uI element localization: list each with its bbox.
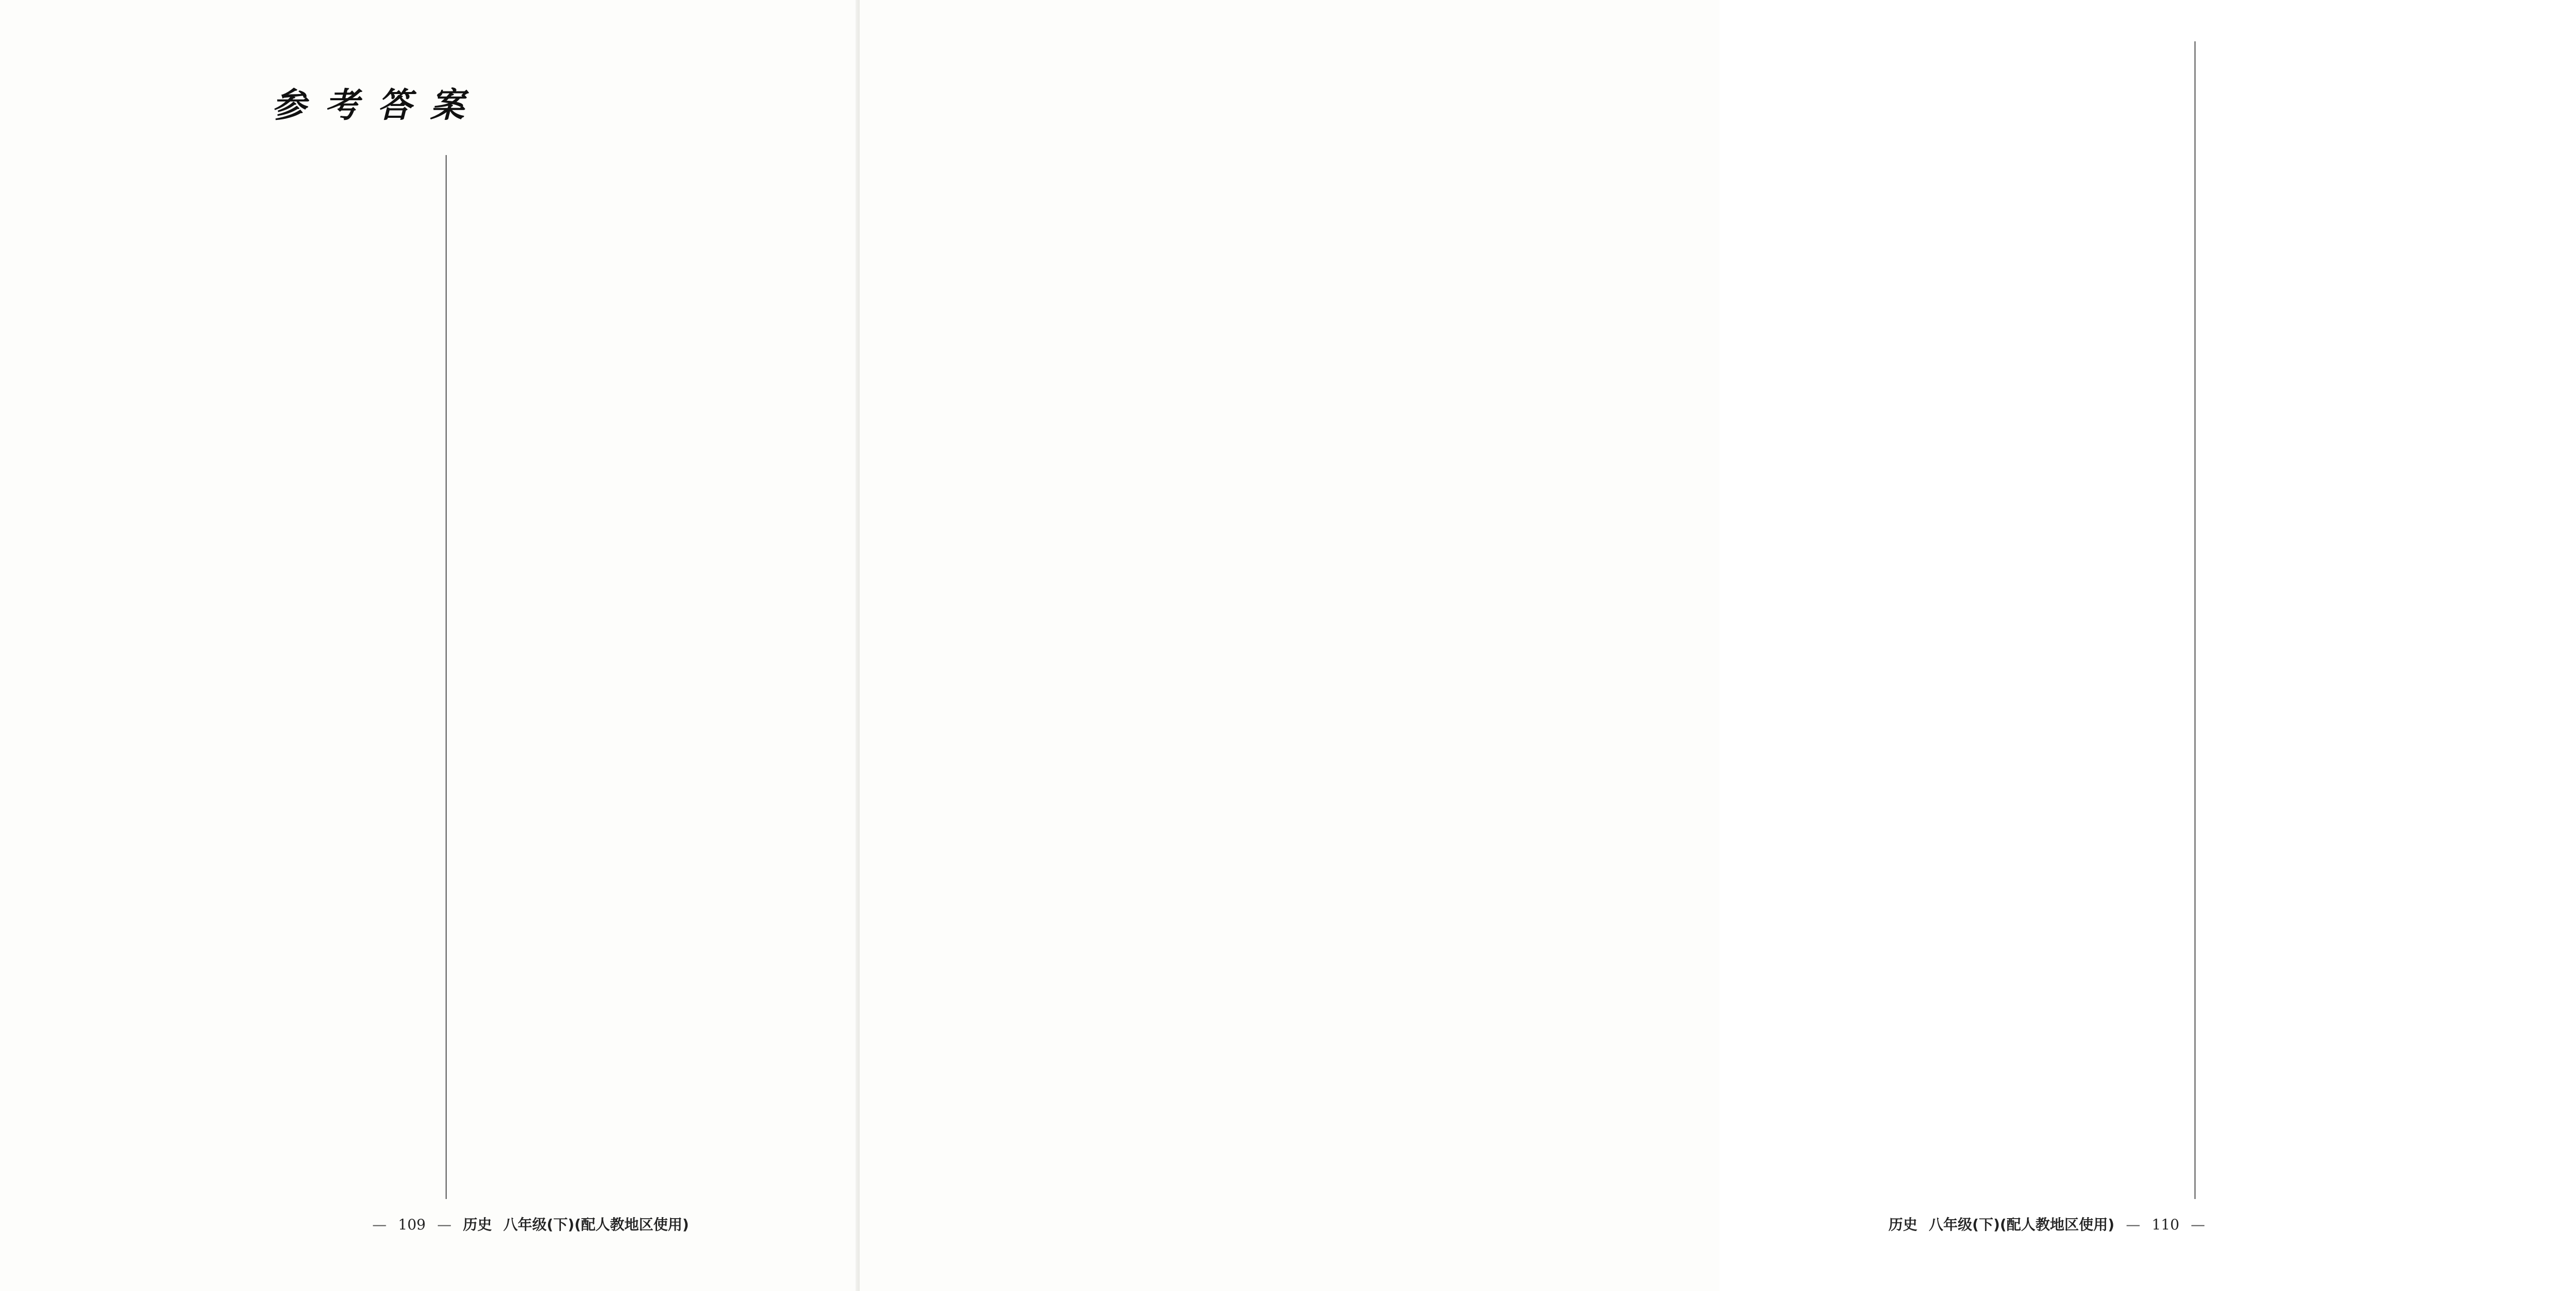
footer-dash: —	[437, 1216, 452, 1233]
left-page-footer	[372, 1212, 689, 1238]
footer-dash: —	[2190, 1216, 2205, 1233]
page-title: 参考答案	[272, 85, 483, 125]
right-page-footer	[1888, 1212, 2205, 1238]
footer-dash: —	[372, 1216, 387, 1233]
right-page-column-1	[1813, 41, 2186, 1199]
right-column-divider	[2194, 41, 2196, 1199]
footer-grade-info: 八年级(下)(配人教地区使用)	[503, 1216, 689, 1233]
right-page-column-2	[2204, 41, 2576, 1199]
footer-grade-info: 八年级(下)(配人教地区使用)	[1929, 1216, 2115, 1233]
right-page	[860, 0, 2205, 1291]
footer-subject: 历史	[1888, 1216, 1918, 1233]
left-page-column-2	[455, 155, 817, 1199]
footer-subject: 历史	[463, 1216, 492, 1233]
left-page	[0, 0, 860, 1291]
page-number: 110	[2152, 1216, 2179, 1233]
left-column-divider	[446, 155, 447, 1199]
page-number: 109	[398, 1216, 426, 1233]
footer-dash: —	[2126, 1216, 2141, 1233]
left-page-column-1	[78, 155, 439, 1199]
